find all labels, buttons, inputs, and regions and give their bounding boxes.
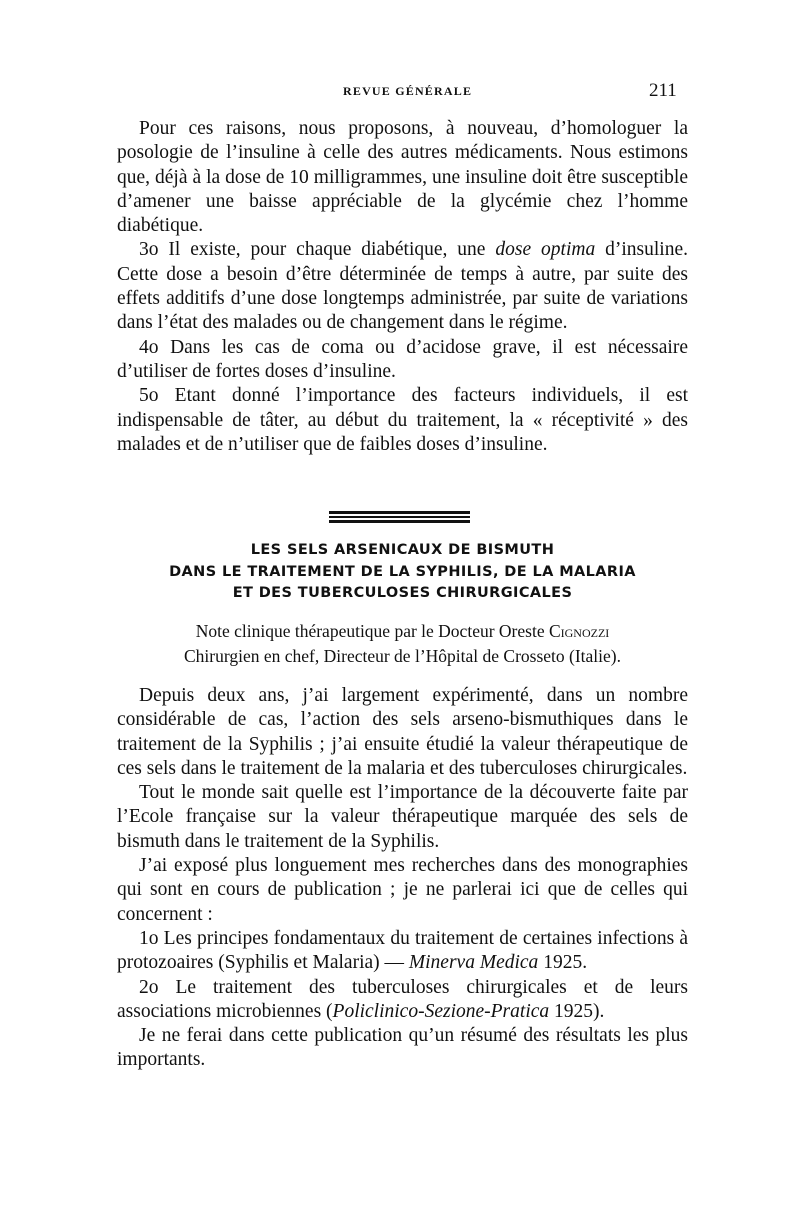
paragraph-monographies: J’ai exposé plus longuement mes recherches dans des monographies qui sont en cours de publication ; je ne parlerai ici que de celles qui concernent : (117, 855, 688, 925)
reference-1-text: 1o Les principes fondamentaux du traitement de certaines infections à protozoaires (Syphilis et Malaria) — (117, 927, 688, 974)
divider-rule-bottom (329, 520, 470, 523)
paragraph-importance: Tout le monde sait quelle est l’importance de la découverte faite par l’Ecole française sur la valeur thérapeutique marquée des sels de bismuth dans le traitement de la Syphilis. (117, 782, 688, 852)
paragraph-point-4: 4o Dans les cas de coma ou d’acidose grave, il est nécessaire d’utiliser de fortes doses d’insuline. (117, 336, 688, 382)
byline-line-1 (117, 619, 688, 644)
divider-rule-middle (329, 516, 470, 518)
byline-prefix: Note clinique thérapeutique par le Docteur Oreste (195, 621, 549, 641)
paragraph-reference-1 (117, 927, 688, 976)
reference-1-year: 1925. (538, 952, 588, 974)
article-body (117, 684, 688, 1073)
paragraph-point-5: 5o Etant donné l’importance des facteurs individuels, il est indispensable de tâter, au début du traitement, la « réceptivité » des malades et de n’utiliser que de faibles doses d’insuline. (117, 385, 688, 455)
paragraph-summary: Je ne ferai dans cette publication qu’un résumé des résultats les plus importants. (117, 1025, 688, 1071)
running-head (0, 80, 800, 104)
page-number: 211 (649, 80, 677, 101)
divider-rule-top (329, 511, 470, 514)
paragraph-homologation: Pour ces raisons, nous proposons, à nouveau, d’homologuer la posologie de l’insuline à celle des autres médicaments. Nous estimons que, déjà à la dose de 10 milligrammes, une insuline doit être susceptible d’amener une baisse appréciable de la glycémie chez l’homme diabétique. (117, 118, 688, 237)
reference-2-text: 2o Le traitement des tuberculoses chirurgicales et de leurs associations microbiennes ( (117, 976, 688, 1022)
reference-2-year: 1925). (549, 1000, 605, 1022)
article-title-line-2: DANS LE TRAITEMENT DE LA SYPHILIS, DE LA MALARIA (169, 563, 636, 580)
article-title-line-1: LES SELS ARSENICAUX DE BISMUTH (250, 542, 555, 558)
paragraph-point-3 (117, 238, 688, 335)
byline-author-surname: Cignozzi (548, 621, 610, 641)
section-divider (329, 511, 470, 525)
continued-text-block (117, 117, 688, 457)
point-3-emphasis: dose optima (495, 239, 596, 261)
paragraph-reference-2 (117, 976, 688, 1025)
paragraph-intro: Depuis deux ans, j’ai largement expérimenté, dans un nombre considérable de cas, l’action des sels arseno-bismuthiques dans le traitement de la Syphilis ; j’ai ensuite étudié la valeur thérapeutique de ces sels dans le traitement de la malaria et des tuberculoses chirurgicales. (117, 685, 688, 779)
article-title (117, 540, 688, 605)
reference-2-journal: Policlinico-Sezione-Pratica (332, 1000, 550, 1022)
article-byline (117, 619, 688, 669)
running-title: REVUE GÉNÉRALE (343, 84, 473, 98)
reference-1-journal: Minerva Medica (408, 952, 539, 974)
article-title-line-3: ET DES TUBERCULOSES CHIRURGICALES (232, 585, 573, 601)
point-3-text: 3o Il existe, pour chaque diabétique, une (139, 239, 496, 261)
byline-line-2: Chirurgien en chef, Directeur de l’Hôpital de Crosseto (Italie). (183, 646, 622, 666)
point-3-text-end: d’insuline. Cette dose a besoin d’être déterminée de temps à autre, par suite des effets additifs d’une dose longtemps administrée, par suite de variations dans l’état des malades ou de changement dans le régime. (117, 239, 688, 334)
